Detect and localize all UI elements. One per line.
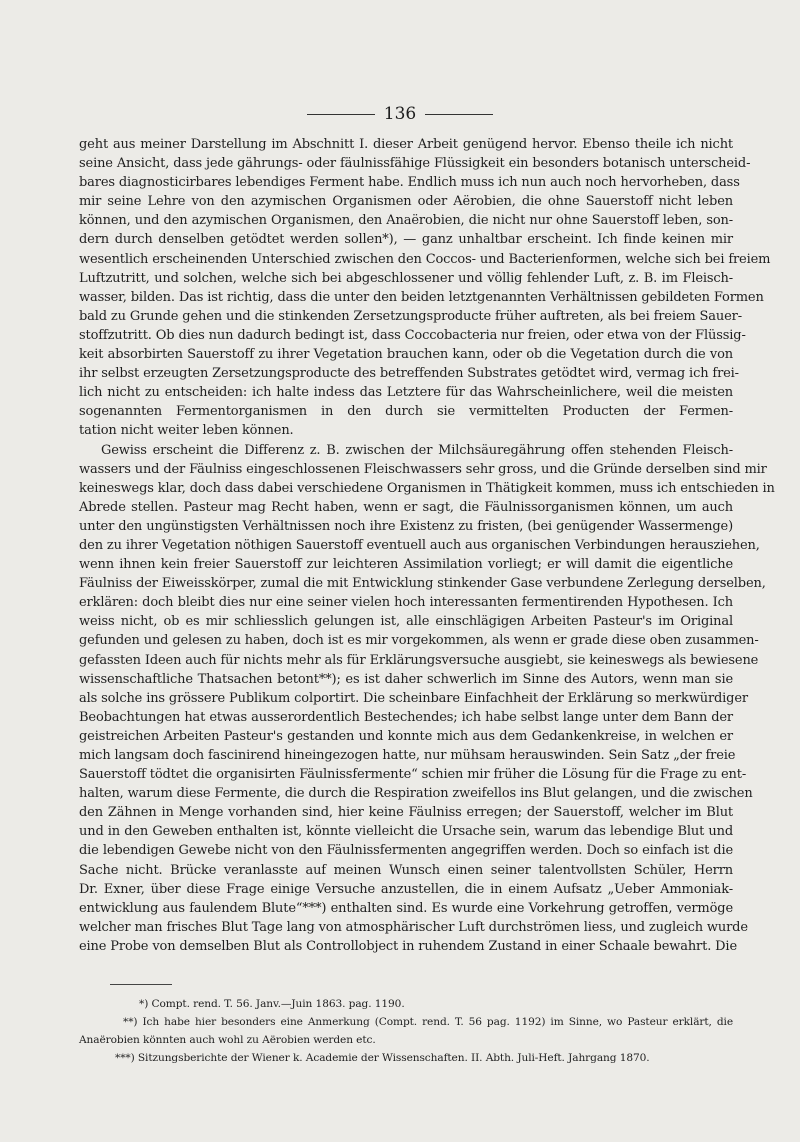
- text-line: eine Probe von demselben Blut als Controllobject in ruhendem Zustand in einer Schaale bewahrt. Die: [79, 938, 737, 954]
- text-line: weiss nicht, ob es mir schliesslich gelungen ist, alle einschlägigen Arbeiten Pasteur's im Original: [79, 614, 733, 630]
- text-line: Sache nicht. Brücke veranlasste auf meinen Wunsch einen seiner talentvollsten Schüler, Herrn: [79, 862, 733, 878]
- text-line: halten, warum diese Fermente, die durch die Respiration zweifellos ins Blut gelangen, und die zwischen: [79, 786, 753, 802]
- text-line: entwicklung aus faulendem Blute“***) enthalten sind. Es wurde eine Vorkehrung getroffen, vermöge: [79, 900, 733, 916]
- text-line: Beobachtungen hat etwas ausserordentlich Bestechendes; ich habe selbst lange unter dem Bann der: [79, 709, 733, 725]
- text-line: bares diagnosticirbares lebendiges Ferment habe. Endlich muss ich nun auch noch hervorheben, dass: [79, 175, 740, 191]
- text-line: die lebendigen Gewebe nicht von den Fäulnissfermenten angegriffen werden. Doch so einfach ist die: [79, 843, 733, 859]
- text-line: wenn ihnen kein freier Sauerstoff zur leichteren Assimilation vorliegt; er will damit die eigentliche: [79, 557, 733, 573]
- page-number: 136: [383, 104, 417, 124]
- text-line: als solche ins grössere Publikum colportirt. Die scheinbare Einfachheit der Erklärung so merkwürdiger: [79, 690, 748, 706]
- text-line: unter den ungünstigsten Verhältnissen noch ihre Existenz zu fristen, (bei genügender Wassermenge): [79, 518, 733, 534]
- text-line: stoffzutritt. Ob dies nun dadurch bedingt ist, dass Coccobacteria nur freien, oder etwa von der Flüssig-: [79, 327, 746, 343]
- text-line: lich nicht zu entscheiden: ich halte indess das Letztere für das Wahrscheinlichere, weil die meisten: [79, 385, 733, 401]
- text-line: dern durch denselben getödtet werden sollen*), — ganz unhaltbar erscheint. Ich finde keinen mir: [79, 232, 733, 248]
- text-line: erklären: doch bleibt dies nur eine seiner vielen hoch interessanten fermentirenden Hypothesen. Ich: [79, 595, 733, 611]
- text-line: mich langsam doch fascinirend hineingezogen hatte, nur mühsam herauswinden. Sein Satz „der freie: [79, 748, 736, 763]
- text-line: welcher man frisches Blut Tage lang von atmosphärischer Luft durchströmen liess, und zugleich wurde: [79, 919, 748, 935]
- text-line: mir seine Lehre von den azymischen Organismen oder Aërobien, die ohne Sauerstoff nicht leben: [79, 194, 733, 210]
- body-text: [79, 135, 775, 956]
- text-line: geistreichen Arbeiten Pasteur's gestanden und konnte mich aus dem Gedankenkreise, in welchen er: [79, 728, 733, 744]
- text-line: Abrede stellen. Pasteur mag Recht haben, wenn er sagt, die Fäulnissorganismen können, um auch: [79, 499, 733, 515]
- text-line: Luftzutritt, und solchen, welche sich bei abgeschlossener und völlig fehlender Luft, z. B. im Fleisch-: [79, 270, 733, 286]
- text-line: tation nicht weiter leben können.: [79, 423, 294, 439]
- text-line: geht aus meiner Darstellung im Abschnitt I. dieser Arbeit genügend hervor. Ebenso theile ich nicht: [79, 137, 733, 152]
- footnote-line: **) Ich habe hier besonders eine Anmerkung (Compt. rend. T. 56 pag. 1192) im Sinne, wo Pasteur erklärt, die: [123, 1016, 733, 1028]
- footnotes: [79, 995, 733, 1067]
- text-line: wassers und der Fäulniss eingeschlossenen Fleischwassers sehr gross, und die Gründe derselben sind mir: [79, 461, 767, 477]
- header-rule-right: [425, 114, 493, 115]
- text-line: Sauerstoff tödtet die organisirten Fäulnissfermente“ schien mir früher die Lösung für die Frage zu ent-: [79, 767, 747, 783]
- text-line: den Zähnen in Menge vorhanden sind, hier keine Fäulniss erregen; der Sauerstoff, welcher im Blut: [79, 805, 733, 821]
- text-line: bald zu Grunde gehen und die stinkenden Zersetzungsproducte früher auftreten, als bei freiem Sauer-: [79, 308, 742, 324]
- footnote-line: *) Compt. rend. T. 56. Janv.—Juin 1863. pag. 1190.: [139, 998, 405, 1010]
- text-line: Gewiss erscheint die Differenz z. B. zwischen der Milchsäuregährung offen stehenden Fleisch-: [101, 442, 733, 458]
- text-line: keineswegs klar, doch dass dabei verschiedene Organismen in Thätigkeit kommen, muss ich entschieden in: [79, 480, 775, 496]
- text-line: und in den Geweben enthalten ist, könnte vielleicht die Ursache sein, warum das lebendige Blut und: [79, 824, 733, 840]
- text-line: Dr. Exner, über diese Frage einige Versuche anzustellen, die in einem Aufsatz „Ueber Ammoniak-: [79, 881, 733, 897]
- footnote-separator: [110, 984, 172, 985]
- text-line: keit absorbirten Sauerstoff zu ihrer Vegetation brauchen kann, oder ob die Vegetation durch die von: [79, 347, 733, 363]
- text-line: Fäulniss der Eiweisskörper, zumal die mit Entwicklung stinkender Gase verbundene Zerlegung derselben,: [79, 576, 766, 592]
- text-line: den zu ihrer Vegetation nöthigen Sauerstoff eventuell auch aus organischen Verbindungen herausziehen,: [79, 537, 760, 553]
- text-line: wasser, bilden. Das ist richtig, dass die unter den beiden letztgenannten Verhältnissen gebildeten Formen: [79, 289, 764, 305]
- text-line: seine Ansicht, dass jede gährungs- oder fäulnissfähige Flüssigkeit ein besonders botanisch unterscheid-: [79, 156, 751, 172]
- footnote-line: ***) Sitzungsberichte der Wiener k. Academie der Wissenschaften. II. Abth. Juli-Heft. Jahrgang 1870.: [115, 1052, 650, 1064]
- text-line: können, und den azymischen Organismen, den Anaërobien, die nicht nur ohne Sauerstoff leben, son-: [79, 213, 733, 229]
- text-line: ihr selbst erzeugten Zersetzungsproducte des betreffenden Substrates getödtet wird, vermag ich frei-: [79, 366, 739, 382]
- footnote-line: Anaërobien könnten auch wohl zu Aërobien werden etc.: [79, 1034, 376, 1046]
- text-line: gefassten Ideen auch für nichts mehr als für Erklärungsversuche ausgiebt, sie keineswegs als bewiesene: [79, 652, 759, 668]
- text-line: wesentlich erscheinenden Unterschied zwischen den Coccos- und Bacterienformen, welche sich bei freiem: [79, 251, 771, 267]
- text-line: wissenschaftliche Thatsachen betont**); es ist daher schwerlich im Sinne des Autors, wenn man sie: [79, 671, 733, 687]
- text-line: sogenannten Fermentorganismen in den durch sie vermittelten Producten der Fermen-: [79, 404, 733, 420]
- text-line: gefunden und gelesen zu haben, doch ist es mir vorgekommen, als wenn er grade diese oben zusammen-: [79, 633, 759, 649]
- page-header: [0, 104, 800, 124]
- header-rule-left: [307, 114, 375, 115]
